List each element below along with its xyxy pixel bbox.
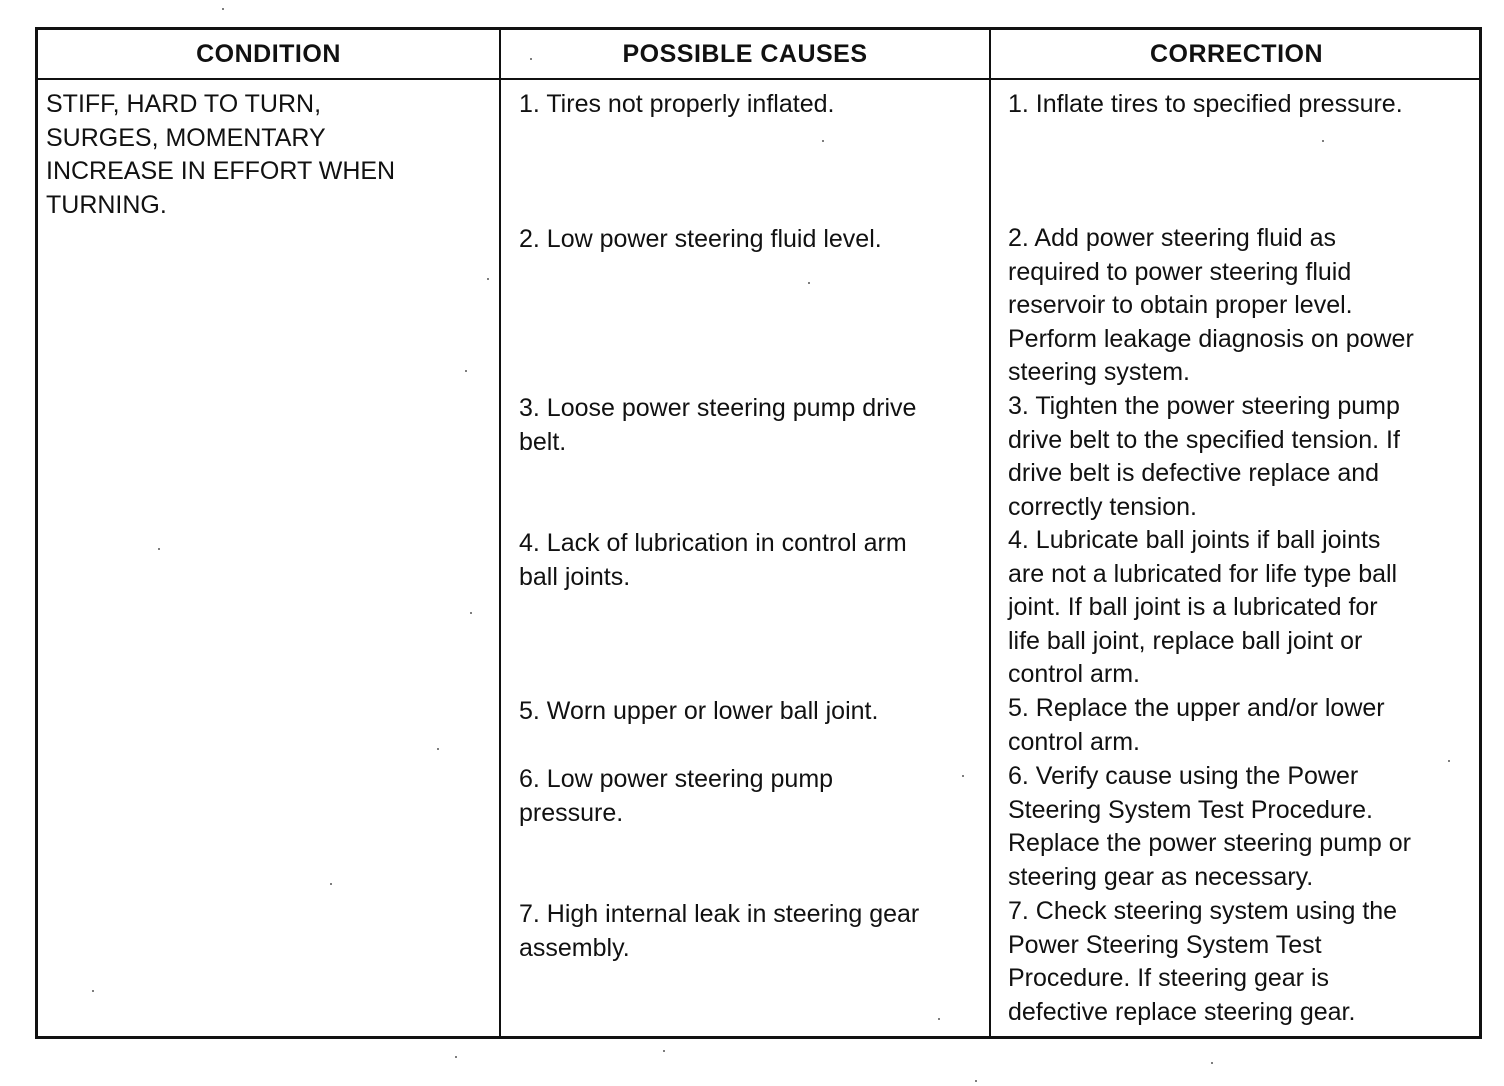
header-divider (38, 78, 1479, 80)
correction-6: 6. Verify cause using the Power Steering System Test Procedure. Replace the power steering pump or steering gear as necessary. (1008, 762, 1412, 891)
header-condition: CONDITION (196, 39, 341, 68)
correction-3: 3. Tighten the power steering pump drive belt to the specified tension. If drive belt is defective replace and correctly tension. (1008, 392, 1400, 521)
cause-7: 7. High internal leak in steering gear assembly. (519, 900, 920, 962)
cause-6: 6. Low power steering pump pressure. (519, 765, 834, 827)
correction-2: 2. Add power steering fluid as required to power steering fluid reservoir to obtain proper level. Perform leakage diagnosis on power steering system. (1008, 224, 1414, 386)
cause-2: 2. Low power steering fluid level. (519, 225, 882, 253)
cause-5: 5. Worn upper or lower ball joint. (519, 697, 879, 725)
cause-4: 4. Lack of lubrication in control arm ball joints. (519, 529, 907, 591)
cause-1: 1. Tires not properly inflated. (519, 90, 835, 118)
column-divider-2 (989, 30, 991, 1036)
correction-5: 5. Replace the upper and/or lower control arm. (1008, 694, 1385, 756)
correction-1: 1. Inflate tires to specified pressure. (1008, 90, 1403, 118)
diagnosis-table (35, 27, 1482, 1039)
header-possible-causes: POSSIBLE CAUSES (622, 39, 868, 68)
column-divider-1 (499, 30, 501, 1036)
condition-text: STIFF, HARD TO TURN, SURGES, MOMENTARY INCREASE IN EFFORT WHEN TURNING. (46, 90, 396, 219)
cause-3: 3. Loose power steering pump drive belt. (519, 394, 917, 456)
correction-7: 7. Check steering system using the Power Steering System Test Procedure. If steering gear is defective replace steering gear. (1008, 897, 1398, 1026)
correction-4: 4. Lubricate ball joints if ball joints are not a lubricated for life type ball joint. If ball joint is a lubricated for life ball joint, replace ball joint or control arm. (1008, 526, 1398, 688)
header-correction: CORRECTION (1149, 39, 1324, 68)
